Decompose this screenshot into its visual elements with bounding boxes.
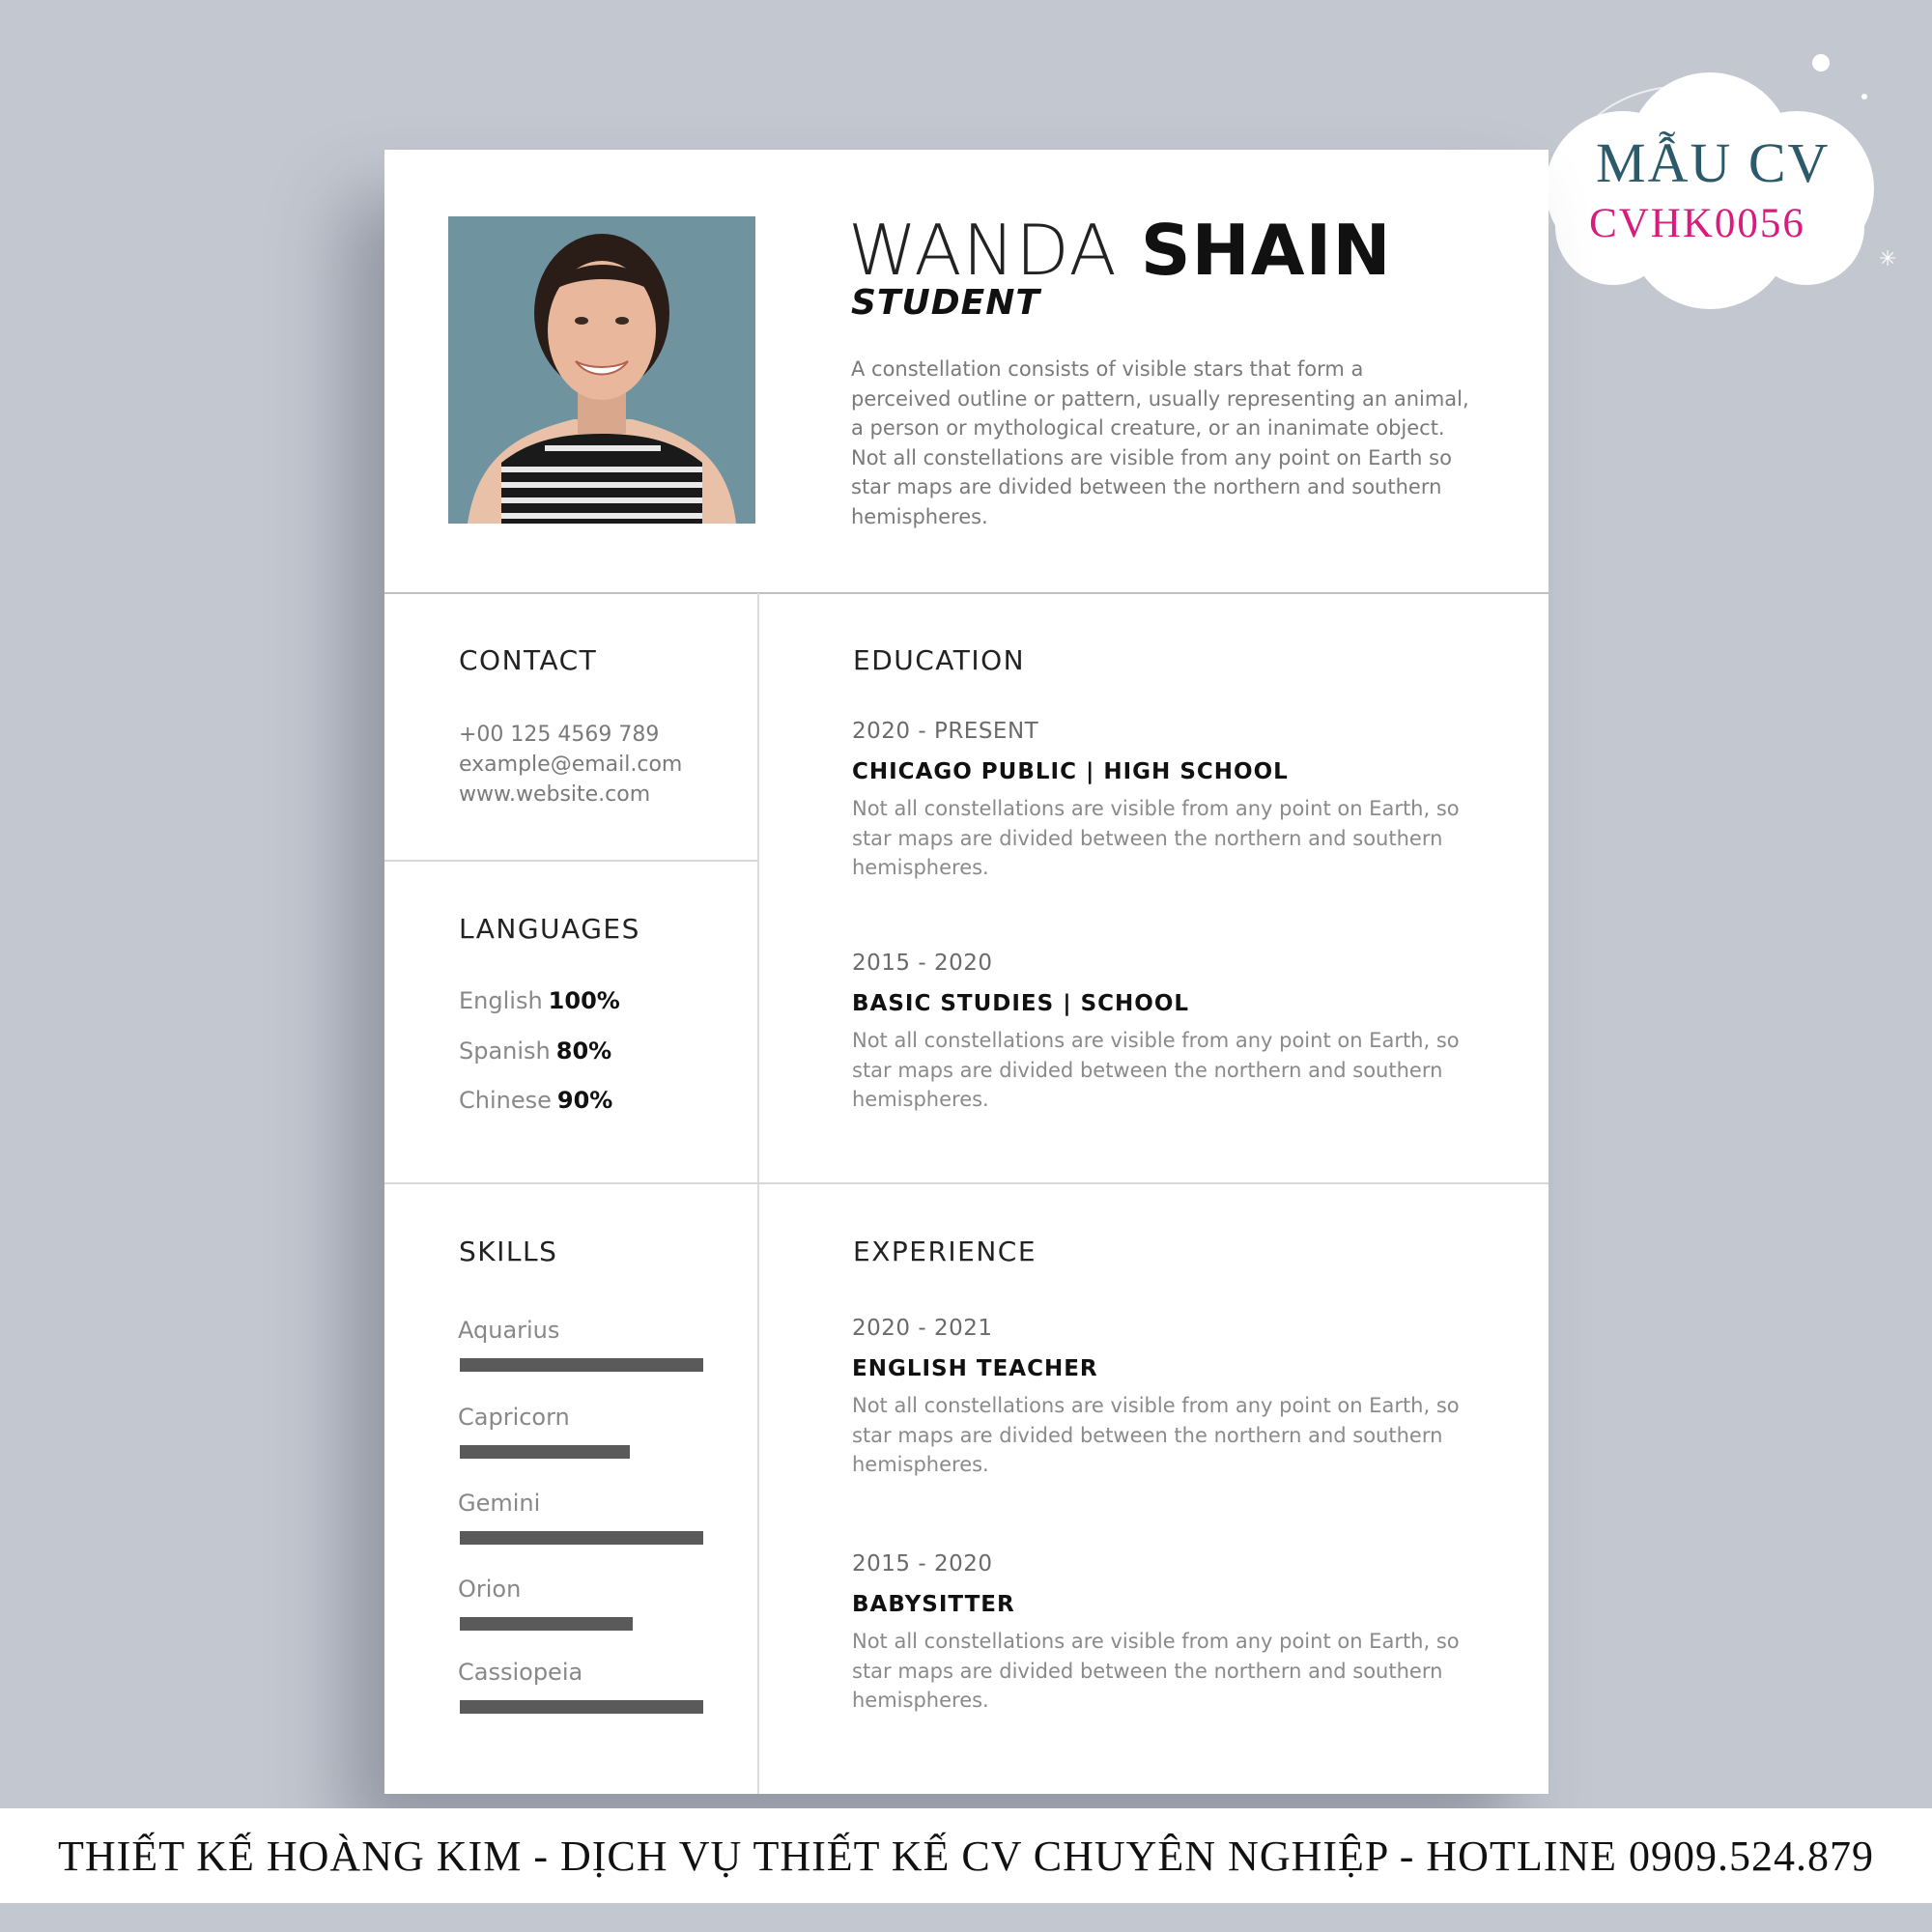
section-divider	[384, 1182, 1548, 1184]
entry-title: BABYSITTER	[852, 1592, 1015, 1617]
badge-title: MẪU CV	[1596, 131, 1831, 194]
language-level: 100%	[548, 987, 620, 1014]
contact-divider	[384, 860, 757, 862]
skills-heading: SKILLS	[459, 1236, 558, 1267]
candidate-name	[848, 210, 1392, 291]
job-role: STUDENT	[851, 283, 1040, 323]
skill-track	[460, 1531, 703, 1545]
profile-summary: A constellation consists of visible stars that form a perceived outline or pattern, usually representing an animal, a person or mythological creature, or an inanimate object. Not all constellations are visible from any point on Earth so star maps are divided between the northern and southern hemispheres.	[851, 357, 1469, 528]
contact-website: www.website.com	[459, 782, 651, 807]
entry-title: CHICAGO PUBLIC | HIGH SCHOOL	[852, 759, 1289, 784]
skill-track	[460, 1445, 703, 1459]
entry-description: Not all constellations are visible from any point on Earth, so star maps are divided between the northern and southern hemispheres.	[852, 1029, 1460, 1111]
header-divider	[384, 592, 1548, 594]
skill-track	[460, 1617, 703, 1631]
bottom-strip	[0, 1903, 1932, 1932]
skill-level-bar	[460, 1358, 703, 1372]
skill-level-bar	[460, 1617, 633, 1631]
skill-level-bar	[460, 1445, 630, 1459]
skill-level-bar	[460, 1700, 703, 1714]
skill-name: Orion	[458, 1576, 522, 1603]
entry-date: 2015 - 2020	[852, 951, 993, 976]
experience-heading: EXPERIENCE	[853, 1236, 1037, 1267]
experience-entry	[852, 1316, 1470, 1480]
first-name: WANDA	[848, 210, 1118, 291]
entry-title: BASIC STUDIES | SCHOOL	[852, 991, 1190, 1016]
footer-banner	[0, 1808, 1932, 1903]
entry-description: Not all constellations are visible from any point on Earth, so star maps are divided between the northern and southern hemispheres.	[852, 797, 1460, 879]
languages-heading: LANGUAGES	[459, 913, 640, 945]
portrait-illustration	[448, 216, 755, 524]
skill-level-bar	[460, 1531, 703, 1545]
footer-text: THIẾT KẾ HOÀNG KIM - DỊCH VỤ THIẾT KẾ CV CHUYÊN NGHIỆP - HOTLINE 0909.524.879	[57, 1832, 1875, 1880]
entry-description: Not all constellations are visible from any point on Earth, so star maps are divided between the northern and southern hemispheres.	[852, 1630, 1460, 1712]
column-divider	[757, 593, 759, 1794]
entry-date: 2015 - 2020	[852, 1551, 993, 1577]
contact-email: example@email.com	[459, 753, 683, 777]
language-name: Spanish	[459, 1037, 551, 1065]
skill-name: Cassiopeia	[458, 1659, 583, 1686]
contact-phone: +00 125 4569 789	[459, 723, 660, 747]
experience-entry	[852, 1551, 1470, 1716]
resume-sheet	[384, 150, 1548, 1794]
education-heading: EDUCATION	[853, 644, 1026, 676]
svg-text:✳: ✳	[1879, 247, 1897, 271]
language-name: Chinese	[459, 1087, 552, 1114]
entry-description: Not all constellations are visible from any point on Earth, so star maps are divided between the northern and southern hemispheres.	[852, 1394, 1460, 1476]
skill-track	[460, 1700, 703, 1714]
badge-code: CVHK0056	[1589, 201, 1805, 246]
language-item	[459, 1087, 612, 1114]
entry-date: 2020 - 2021	[852, 1316, 993, 1341]
language-item	[459, 1037, 611, 1065]
skill-name: Gemini	[458, 1490, 541, 1517]
profile-photo	[448, 216, 755, 524]
skill-track	[460, 1358, 703, 1372]
skill-name: Capricorn	[458, 1404, 570, 1431]
language-level: 90%	[556, 1087, 613, 1114]
language-name: English	[459, 987, 543, 1014]
skill-name: Aquarius	[458, 1317, 560, 1344]
education-entry	[852, 951, 1470, 1115]
entry-title: ENGLISH TEACHER	[852, 1356, 1098, 1381]
entry-date: 2020 - PRESENT	[852, 719, 1039, 744]
last-name: SHAIN	[1140, 210, 1392, 291]
language-item	[459, 987, 620, 1014]
language-level: 80%	[555, 1037, 612, 1065]
contact-heading: CONTACT	[459, 644, 598, 676]
education-entry	[852, 719, 1470, 883]
